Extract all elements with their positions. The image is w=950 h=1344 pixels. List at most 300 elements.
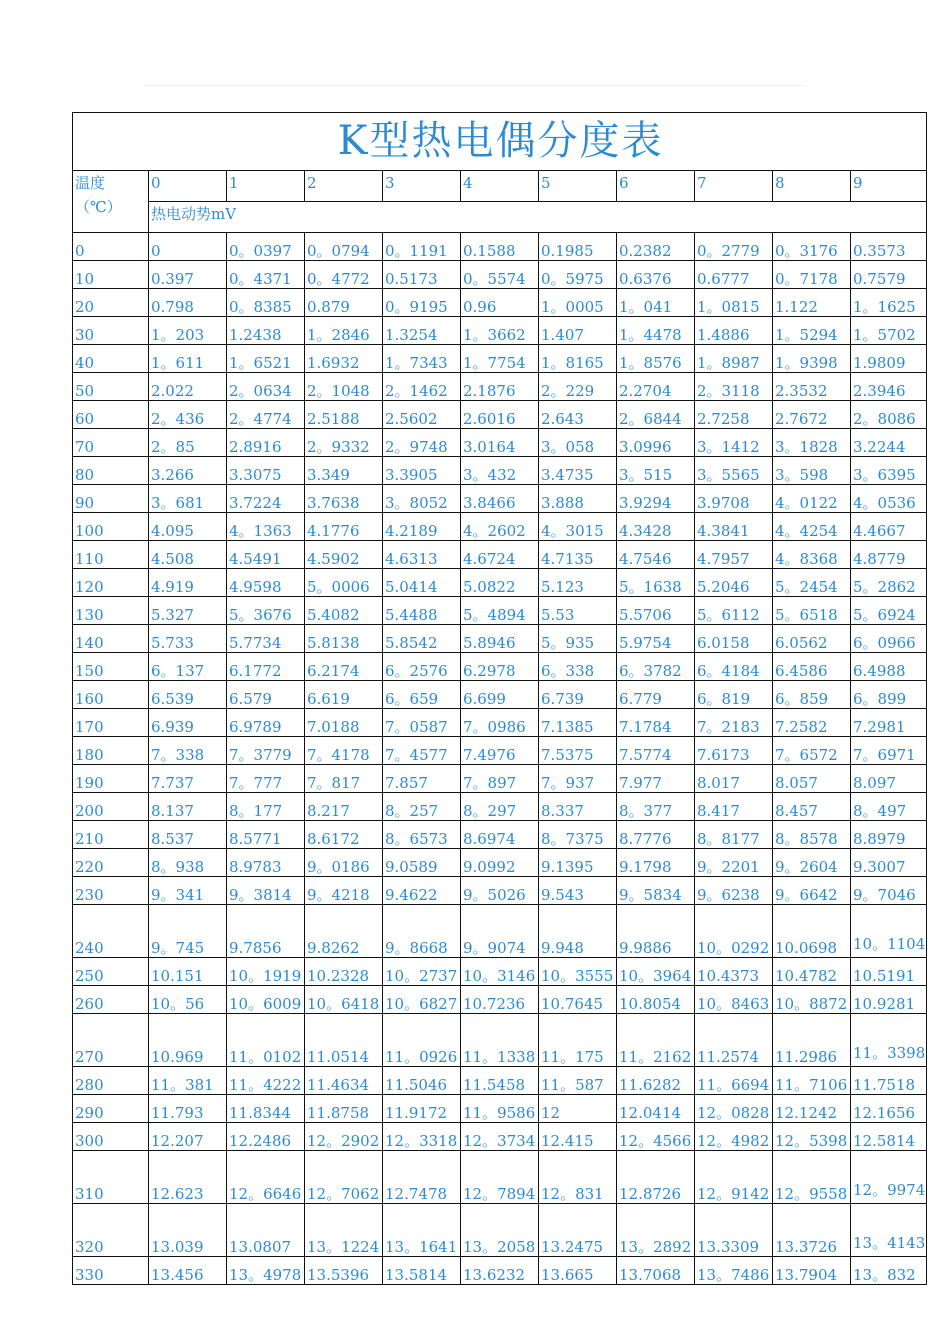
emf-cell: 6。2576 (383, 653, 461, 681)
row-temperature: 80 (73, 457, 149, 485)
emf-cell: 8.017 (695, 765, 773, 793)
emf-cell: 3.7638 (305, 485, 383, 513)
emf-cell: 6.539 (149, 681, 227, 709)
emf-cell: 5.123 (539, 569, 617, 597)
emf-cell: 5.9754 (617, 625, 695, 653)
emf-cell: 11.8758 (305, 1095, 383, 1123)
emf-cell: 6.939 (149, 709, 227, 737)
emf-cell: 7。777 (227, 765, 305, 793)
emf-cell: 12.1242 (773, 1095, 851, 1123)
table-row (73, 373, 927, 401)
emf-cell: 11。6694 (695, 1067, 773, 1095)
emf-cell: 5.0414 (383, 569, 461, 597)
emf-cell: 1.6932 (305, 345, 383, 373)
temperature-unit: （℃） (75, 198, 122, 216)
emf-cell: 13。7486 (695, 1257, 773, 1285)
emf-cell: 6.579 (227, 681, 305, 709)
emf-cell: 9。341 (149, 877, 227, 905)
emf-cell: 1。6521 (227, 345, 305, 373)
emf-cell: 11.6282 (617, 1067, 695, 1095)
emf-cell: 4。4254 (773, 513, 851, 541)
emf-cell: 2。0634 (227, 373, 305, 401)
emf-cell: 0.1985 (539, 233, 617, 261)
table-row (73, 1123, 927, 1151)
emf-cell: 12。9142 (695, 1151, 773, 1204)
emf-cell: 1。5294 (773, 317, 851, 345)
emf-cell: 5。6112 (695, 597, 773, 625)
emf-cell: 5.4082 (305, 597, 383, 625)
row-temperature: 240 (73, 905, 149, 958)
emf-cell: 8.8979 (851, 821, 927, 849)
temperature-header (73, 171, 149, 233)
emf-cell: 5。0006 (305, 569, 383, 597)
emf-cell: 8.137 (149, 793, 227, 821)
emf-cell: 13.0807 (227, 1204, 305, 1257)
column-header: 4 (461, 171, 539, 202)
emf-cell: 0.397 (149, 261, 227, 289)
table-row (73, 485, 927, 513)
emf-cell: 10.7236 (461, 986, 539, 1014)
emf-cell: 11。3398 (851, 1014, 927, 1067)
emf-cell: 0.879 (305, 289, 383, 317)
row-temperature: 180 (73, 737, 149, 765)
emf-cell: 12。2902 (305, 1123, 383, 1151)
emf-cell: 3.4735 (539, 457, 617, 485)
emf-cell: 2。1462 (383, 373, 461, 401)
emf-cell: 6。338 (539, 653, 617, 681)
emf-cell: 4.8779 (851, 541, 927, 569)
emf-cell: 8.9783 (227, 849, 305, 877)
emf-cell: 2。9748 (383, 429, 461, 457)
emf-cell: 4。0122 (773, 485, 851, 513)
emf-cell: 3.9294 (617, 485, 695, 513)
emf-cell: 10.2328 (305, 958, 383, 986)
emf-cell: 12.623 (149, 1151, 227, 1204)
emf-cell: 7。6971 (851, 737, 927, 765)
emf-cell: 9.8262 (305, 905, 383, 958)
emf-cell: 1。8576 (617, 345, 695, 373)
emf-cell: 8。6573 (383, 821, 461, 849)
table-row (73, 1014, 927, 1067)
emf-cell: 8.217 (305, 793, 383, 821)
emf-cell: 9。6238 (695, 877, 773, 905)
emf-cell: 12.207 (149, 1123, 227, 1151)
row-temperature: 280 (73, 1067, 149, 1095)
emf-cell: 3.3075 (227, 457, 305, 485)
table-row (73, 261, 927, 289)
emf-cell: 7。6572 (773, 737, 851, 765)
emf-cell: 7。0986 (461, 709, 539, 737)
emf-cell: 7.5375 (539, 737, 617, 765)
emf-cell: 3。6395 (851, 457, 927, 485)
emf-cell: 3.0996 (617, 429, 695, 457)
table-row (73, 653, 927, 681)
emf-cell: 2。6844 (617, 401, 695, 429)
emf-cell: 5.0822 (461, 569, 539, 597)
row-temperature: 210 (73, 821, 149, 849)
emf-cell: 10。3555 (539, 958, 617, 986)
table-row (73, 233, 927, 261)
emf-cell: 10。2737 (383, 958, 461, 986)
emf-cell: 5.8946 (461, 625, 539, 653)
emf-cell: 4.7135 (539, 541, 617, 569)
row-temperature: 60 (73, 401, 149, 429)
emf-cell: 9.7856 (227, 905, 305, 958)
table-row (73, 821, 927, 849)
emf-cell: 11。9586 (461, 1095, 539, 1123)
emf-cell: 10.4782 (773, 958, 851, 986)
table-row (73, 793, 927, 821)
emf-cell: 3。1412 (695, 429, 773, 457)
emf-cell: 6。0966 (851, 625, 927, 653)
emf-cell: 6。899 (851, 681, 927, 709)
emf-cell: 12。7894 (461, 1151, 539, 1204)
emf-cell: 3.349 (305, 457, 383, 485)
table-row (73, 513, 927, 541)
emf-cell: 11.7518 (851, 1067, 927, 1095)
emf-cell: 13。832 (851, 1257, 927, 1285)
emf-cell: 1。611 (149, 345, 227, 373)
emf-cell: 10。6009 (227, 986, 305, 1014)
emf-cell: 7.977 (617, 765, 695, 793)
emf-cell: 3。515 (617, 457, 695, 485)
emf-cell: 1.4886 (695, 317, 773, 345)
emf-cell: 8。177 (227, 793, 305, 821)
row-temperature: 230 (73, 877, 149, 905)
emf-cell: 9.3007 (851, 849, 927, 877)
emf-cell: 5.53 (539, 597, 617, 625)
emf-cell: 1。8987 (695, 345, 773, 373)
emf-cell: 7。937 (539, 765, 617, 793)
emf-cell: 9.0992 (461, 849, 539, 877)
emf-cell: 9.4622 (383, 877, 461, 905)
emf-cell: 1。041 (617, 289, 695, 317)
emf-cell: 4。0536 (851, 485, 927, 513)
table-row (73, 958, 927, 986)
emf-cell: 10.8054 (617, 986, 695, 1014)
emf-cell: 3。058 (539, 429, 617, 457)
emf-cell: 11.5458 (461, 1067, 539, 1095)
emf-cell: 9.948 (539, 905, 617, 958)
emf-cell: 8.057 (773, 765, 851, 793)
emf-cell: 6.4988 (851, 653, 927, 681)
row-temperature: 190 (73, 765, 149, 793)
emf-cell: 9。5026 (461, 877, 539, 905)
table-row (73, 986, 927, 1014)
emf-cell: 4.508 (149, 541, 227, 569)
emf-cell: 1.3254 (383, 317, 461, 345)
emf-cell: 4.6313 (383, 541, 461, 569)
column-header: 9 (851, 171, 927, 202)
emf-cell: 7.5774 (617, 737, 695, 765)
emf-cell: 13。2058 (461, 1204, 539, 1257)
emf-cell: 7。897 (461, 765, 539, 793)
emf-cell: 13.7068 (617, 1257, 695, 1285)
table-row (73, 569, 927, 597)
emf-cell: 12.0414 (617, 1095, 695, 1123)
emf-cell: 5.2046 (695, 569, 773, 597)
emf-cell: 10。1919 (227, 958, 305, 986)
emf-cell: 8.5771 (227, 821, 305, 849)
emf-cell: 4.3841 (695, 513, 773, 541)
emf-cell: 5。2862 (851, 569, 927, 597)
emf-cell: 2。8086 (851, 401, 927, 429)
emf-cell: 4。1363 (227, 513, 305, 541)
emf-cell: 13.456 (149, 1257, 227, 1285)
emf-cell: 10.5191 (851, 958, 927, 986)
emf-cell: 13.3726 (773, 1204, 851, 1257)
emf-cell: 4.5902 (305, 541, 383, 569)
emf-cell: 2.6016 (461, 401, 539, 429)
table-row (73, 1067, 927, 1095)
emf-cell: 12。5398 (773, 1123, 851, 1151)
emf-cell: 5.8542 (383, 625, 461, 653)
emf-cell: 5。2454 (773, 569, 851, 597)
emf-cell: 1.122 (773, 289, 851, 317)
emf-cell: 2.5602 (383, 401, 461, 429)
row-temperature: 150 (73, 653, 149, 681)
emf-cell: 0.6376 (617, 261, 695, 289)
emf-cell: 6.0158 (695, 625, 773, 653)
table-row (73, 905, 927, 958)
row-temperature: 70 (73, 429, 149, 457)
column-header: 5 (539, 171, 617, 202)
emf-cell: 10。1104 (851, 905, 927, 958)
emf-cell: 11。1338 (461, 1014, 539, 1067)
emf-cell: 6.2174 (305, 653, 383, 681)
emf-cell: 10.9281 (851, 986, 927, 1014)
column-header: 0 (149, 171, 227, 202)
emf-cell: 1.407 (539, 317, 617, 345)
emf-cell: 11.2986 (773, 1014, 851, 1067)
emf-cell: 4.3428 (617, 513, 695, 541)
emf-cell: 8。8578 (773, 821, 851, 849)
emf-cell: 5.4488 (383, 597, 461, 625)
emf-cell: 9。745 (149, 905, 227, 958)
emf-cell: 5。6924 (851, 597, 927, 625)
table-row (73, 737, 927, 765)
emf-cell: 0.798 (149, 289, 227, 317)
emf-cell: 6.739 (539, 681, 617, 709)
emf-cell: 6。819 (695, 681, 773, 709)
emf-cell: 0.7579 (851, 261, 927, 289)
emf-cell: 11.8344 (227, 1095, 305, 1123)
emf-cell: 1.9809 (851, 345, 927, 373)
emf-cell: 7.737 (149, 765, 227, 793)
emf-cell: 4.919 (149, 569, 227, 597)
emf-cell: 12.2486 (227, 1123, 305, 1151)
emf-cell: 12.1656 (851, 1095, 927, 1123)
emf-cell: 0.2382 (617, 233, 695, 261)
table-row (73, 457, 927, 485)
emf-cell: 8。257 (383, 793, 461, 821)
emf-cell: 10.969 (149, 1014, 227, 1067)
emf-cell: 0.5173 (383, 261, 461, 289)
row-temperature: 20 (73, 289, 149, 317)
emf-cell: 8。8177 (695, 821, 773, 849)
row-temperature: 100 (73, 513, 149, 541)
emf-cell: 2.7258 (695, 401, 773, 429)
emf-cell: 3.0164 (461, 429, 539, 457)
emf-cell: 7。0587 (383, 709, 461, 737)
emf-cell: 10。8872 (773, 986, 851, 1014)
emf-cell: 4.5491 (227, 541, 305, 569)
emf-cell: 10.151 (149, 958, 227, 986)
emf-cell: 13。1224 (305, 1204, 383, 1257)
emf-cell: 6.1772 (227, 653, 305, 681)
emf-cell: 12。7062 (305, 1151, 383, 1204)
emf-cell: 2。4774 (227, 401, 305, 429)
emf-cell: 4.7957 (695, 541, 773, 569)
emf-cell: 11。0926 (383, 1014, 461, 1067)
emf-cell: 1.2438 (227, 317, 305, 345)
emf-cell: 6.2978 (461, 653, 539, 681)
emf-cell: 11。2162 (617, 1014, 695, 1067)
emf-cell: 6。137 (149, 653, 227, 681)
emf-cell: 7.1385 (539, 709, 617, 737)
emf-cell: 13.7904 (773, 1257, 851, 1285)
emf-cell: 3。681 (149, 485, 227, 513)
emf-cell: 9.9886 (617, 905, 695, 958)
emf-cell: 0。2779 (695, 233, 773, 261)
emf-cell: 11.5046 (383, 1067, 461, 1095)
emf-cell: 8.537 (149, 821, 227, 849)
emf-cell: 1。8165 (539, 345, 617, 373)
emf-cell: 4.4667 (851, 513, 927, 541)
emf-cell: 8。7375 (539, 821, 617, 849)
emf-cell: 0。8385 (227, 289, 305, 317)
emf-cell: 2.2704 (617, 373, 695, 401)
emf-cell: 3.9708 (695, 485, 773, 513)
emf-cell: 0。0397 (227, 233, 305, 261)
emf-cell: 3.888 (539, 485, 617, 513)
emf-cell: 13.665 (539, 1257, 617, 1285)
row-temperature: 50 (73, 373, 149, 401)
row-temperature: 110 (73, 541, 149, 569)
row-temperature: 40 (73, 345, 149, 373)
emf-cell: 8.097 (851, 765, 927, 793)
emf-cell: 2.1876 (461, 373, 539, 401)
emf-cell: 6.779 (617, 681, 695, 709)
emf-cell: 6。859 (773, 681, 851, 709)
emf-cell: 8.417 (695, 793, 773, 821)
emf-cell: 5.7734 (227, 625, 305, 653)
emf-cell: 3。432 (461, 457, 539, 485)
emf-cell: 2。9332 (305, 429, 383, 457)
emf-cell: 3。1828 (773, 429, 851, 457)
row-temperature: 200 (73, 793, 149, 821)
emf-cell: 1。0005 (539, 289, 617, 317)
emf-cell: 9。0186 (305, 849, 383, 877)
emf-cell: 9。8668 (383, 905, 461, 958)
emf-cell: 13。4143 (851, 1204, 927, 1257)
column-header: 6 (617, 171, 695, 202)
emf-cell: 4.1776 (305, 513, 383, 541)
emf-cell: 3.7224 (227, 485, 305, 513)
row-temperature: 220 (73, 849, 149, 877)
row-temperature: 250 (73, 958, 149, 986)
emf-cell: 9.1798 (617, 849, 695, 877)
row-temperature: 120 (73, 569, 149, 597)
emf-cell: 5。935 (539, 625, 617, 653)
emf-cell: 1。7343 (383, 345, 461, 373)
row-temperature: 160 (73, 681, 149, 709)
emf-cell: 7.4976 (461, 737, 539, 765)
table-title: K型热电偶分度表 (73, 113, 927, 171)
emf-cell: 9.0589 (383, 849, 461, 877)
emf-cell: 11。587 (539, 1067, 617, 1095)
row-temperature: 300 (73, 1123, 149, 1151)
emf-cell: 12.8726 (617, 1151, 695, 1204)
emf-cell: 6.619 (305, 681, 383, 709)
emf-cell: 0.1588 (461, 233, 539, 261)
table-row (73, 1204, 927, 1257)
emf-cell: 11。4222 (227, 1067, 305, 1095)
emf-cell: 4.6724 (461, 541, 539, 569)
emf-cell: 3.266 (149, 457, 227, 485)
emf-cell: 11。381 (149, 1067, 227, 1095)
emf-cell: 8.457 (773, 793, 851, 821)
emf-cell: 9.543 (539, 877, 617, 905)
emf-cell: 12.7478 (383, 1151, 461, 1204)
emf-cell: 7.6173 (695, 737, 773, 765)
emf-cell: 10。6827 (383, 986, 461, 1014)
emf-cell: 2。436 (149, 401, 227, 429)
emf-cell: 2。1048 (305, 373, 383, 401)
emf-cell: 0。7178 (773, 261, 851, 289)
emf-cell: 4.9598 (227, 569, 305, 597)
emf-cell: 2.643 (539, 401, 617, 429)
emf-cell: 2.022 (149, 373, 227, 401)
emf-cell: 1。7754 (461, 345, 539, 373)
emf-cell: 9。6642 (773, 877, 851, 905)
emf-cell: 10.0698 (773, 905, 851, 958)
emf-cell: 12。6646 (227, 1151, 305, 1204)
table-row (73, 681, 927, 709)
emf-cell: 0。5975 (539, 261, 617, 289)
emf-cell: 0。0794 (305, 233, 383, 261)
emf-cell: 13.5396 (305, 1257, 383, 1285)
table-row (73, 317, 927, 345)
emf-cell: 0.96 (461, 289, 539, 317)
emf-cell: 0。1191 (383, 233, 461, 261)
emf-cell: 12。4982 (695, 1123, 773, 1151)
row-temperature: 290 (73, 1095, 149, 1123)
emf-cell: 9。3814 (227, 877, 305, 905)
emf-cell: 12.415 (539, 1123, 617, 1151)
emf-cell: 8。377 (617, 793, 695, 821)
emf-cell: 10。6418 (305, 986, 383, 1014)
emf-cell: 7。4178 (305, 737, 383, 765)
table-row (73, 345, 927, 373)
table-row (73, 1257, 927, 1285)
emf-cell: 10。0292 (695, 905, 773, 958)
emf-cell: 5.733 (149, 625, 227, 653)
emf-cell: 11。0102 (227, 1014, 305, 1067)
table-row (73, 849, 927, 877)
table-row (73, 401, 927, 429)
table-row (73, 541, 927, 569)
emf-cell: 7.1784 (617, 709, 695, 737)
emf-cell: 1。3662 (461, 317, 539, 345)
emf-cell: 12。9558 (773, 1151, 851, 1204)
row-temperature: 260 (73, 986, 149, 1014)
emf-cell: 10。56 (149, 986, 227, 1014)
emf-cell: 4.095 (149, 513, 227, 541)
emf-cell: 6.699 (461, 681, 539, 709)
emf-cell: 9。5834 (617, 877, 695, 905)
emf-cell: 13.039 (149, 1204, 227, 1257)
